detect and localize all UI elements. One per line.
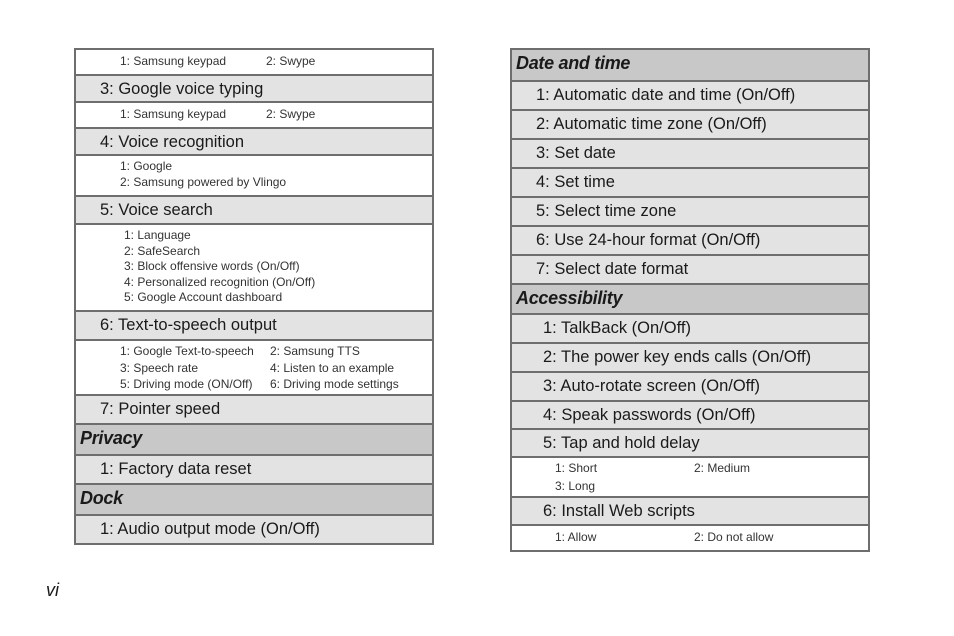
item-label: 3: Set date: [536, 144, 616, 162]
item-label: 7: Pointer speed: [100, 400, 221, 418]
item-label: 1: Audio output mode (On/Off): [100, 520, 320, 538]
sub-option: 1: Samsung keypad: [120, 54, 227, 68]
sub-option: 5: Google Account dashboard: [124, 290, 283, 304]
item-label: 7: Select date format: [536, 260, 689, 278]
sub-option: 3: Speech rate: [120, 360, 199, 375]
settings-item: [512, 430, 868, 458]
section-title: Date and time: [516, 53, 631, 73]
sub-option: 2: Do not allow: [694, 530, 774, 544]
item-label: 3: Auto-rotate screen (On/Off): [543, 377, 761, 395]
voice-search-options: [76, 225, 432, 312]
item-label: 4: Voice recognition: [100, 133, 245, 151]
keypad-options-row: [76, 103, 432, 129]
settings-item: [512, 373, 868, 402]
settings-item: [512, 256, 868, 285]
item-label: 5: Select time zone: [536, 202, 677, 220]
sub-option: 1: Short: [555, 461, 598, 475]
settings-item: [512, 315, 868, 344]
section-heading-date-time: [512, 50, 868, 82]
page-number: vi: [46, 580, 59, 600]
section-title: Dock: [80, 488, 123, 508]
sub-option: 4: Listen to an example: [270, 360, 395, 375]
item-label: 4: Speak passwords (On/Off): [543, 406, 756, 424]
sub-option: 3: Block offensive words (On/Off): [124, 259, 300, 273]
sub-option: 2: Medium: [694, 461, 751, 475]
item-label: 1: TalkBack (On/Off): [543, 319, 691, 337]
sub-option: 1: Allow: [555, 530, 597, 544]
item-label: 1: Automatic date and time (On/Off): [536, 86, 796, 104]
settings-item: [76, 76, 432, 103]
sub-option: 2: Swype: [266, 107, 316, 121]
left-settings-table: [74, 48, 434, 545]
settings-item: [512, 402, 868, 430]
settings-item: [76, 516, 432, 545]
item-label: 5: Voice search: [100, 201, 213, 219]
settings-item: [512, 169, 868, 198]
section-heading-dock: [76, 485, 432, 516]
settings-item: [76, 456, 432, 485]
settings-item: [512, 344, 868, 373]
item-label: 6: Install Web scripts: [543, 502, 695, 520]
sub-option: 2: Swype: [266, 54, 316, 68]
item-label: 1: Factory data reset: [100, 460, 252, 478]
item-label: 6: Use 24-hour format (On/Off): [536, 231, 761, 249]
sub-option: 6: Driving mode settings: [270, 377, 399, 392]
item-label: 2: The power key ends calls (On/Off): [543, 348, 812, 366]
voice-recognition-options: [76, 156, 432, 197]
item-label: 5: Tap and hold delay: [543, 434, 700, 452]
settings-item: [512, 140, 868, 169]
settings-item: [512, 198, 868, 227]
section-heading-privacy: [76, 425, 432, 456]
sub-option: 1: Samsung keypad: [120, 107, 227, 121]
sub-option: 2: Samsung powered by Vlingo: [120, 174, 287, 189]
keypad-options-row: [76, 50, 432, 76]
section-title: Accessibility: [516, 288, 623, 308]
settings-item: [512, 227, 868, 256]
settings-item: [76, 129, 432, 156]
web-script-options: [512, 526, 868, 552]
settings-item: [512, 498, 868, 526]
tts-options: [76, 341, 432, 396]
settings-item: [76, 197, 432, 225]
sub-option: 3: Long: [555, 478, 596, 493]
item-label: 6: Text-to-speech output: [100, 316, 277, 334]
item-label: 3: Google voice typing: [100, 80, 264, 98]
settings-item: [76, 312, 432, 341]
settings-item: [512, 111, 868, 140]
tap-hold-options: [512, 458, 868, 498]
sub-option: 1: Language: [124, 228, 191, 242]
settings-item: [512, 82, 868, 111]
sub-option: 4: Personalized recognition (On/Off): [124, 274, 316, 289]
item-label: 4: Set time: [536, 173, 615, 191]
sub-option: 2: SafeSearch: [124, 243, 201, 258]
sub-option: 2: Samsung TTS: [270, 344, 360, 358]
settings-item: [76, 396, 432, 425]
sub-option: 1: Google: [120, 159, 173, 173]
section-heading-accessibility: [512, 285, 868, 315]
section-title: Privacy: [80, 428, 142, 448]
item-label: 2: Automatic time zone (On/Off): [536, 115, 767, 133]
right-settings-table: [510, 48, 870, 552]
sub-option: 5: Driving mode (ON/Off): [120, 377, 253, 392]
sub-option: 1: Google Text-to-speech: [120, 344, 254, 358]
